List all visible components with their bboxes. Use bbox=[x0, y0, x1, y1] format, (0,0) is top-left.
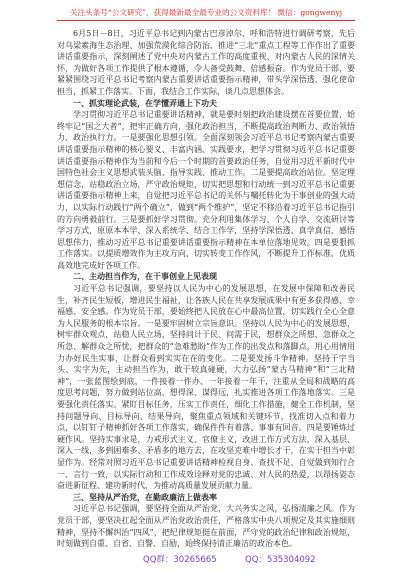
section-heading-3: 三、坚持从严治党，在勤政廉洁上做表率 bbox=[73, 491, 217, 502]
header-red-rule bbox=[57, 20, 355, 21]
document-body bbox=[57, 28, 355, 550]
section-body-3: 习近平总书记强调，要坚持全面从严治党，大兴务实之风，弘扬清廉之风。作为党员干部，要坚决扛起全面从严治党政治责任，严格落实中央八项规定及其实施细则精神，坚持不懈纠治“四风”，把纪律规矩挺在前面，严守党的政治纪律和政治规矩，时刻做到自重、自省、自警、自励，始终保持清正廉洁的政治本色。 bbox=[57, 504, 355, 549]
section-body-2: 习近平总书记强调，要坚持以人民为中心的发展思想，在发展中保障和改善民生，补齐民生短板，增进民生福祉，让各族人民在共享发展成果中有更多获得感、幸福感、安全感。作为党员干部，要始终把人民放在心中最高位置，切实践行全心全意为人民服务的根本宗旨。一是要牢固树立宗旨意识。坚持以人民为中心的发展思想，树牢群众观点，站稳人民立场，坚持问计于民、问需于民，想群众之所想、急群众之所急、解群众之所忧，把群众的“急难愁盼”作为工作的出发点和落脚点，用心用情用力办好民生实事，让群众看到实实在在的变化。二是要发扬斗争精神。坚持干字当头、实字为先，主动担当作为，敢于较真碰硬，大力弘扬“蒙古马精神”和“三北精神”，一张蓝图绘到底，一件接着一件办、一年接着一年干，注重从全局和战略的高度思考问题，努力做到站位高、想得深、谋得远，扎实推进各项工作落地落实。三是要强化责任落实。紧盯目标任务，压实工作责任，细化工作措施，健全工作机制，坚持问题导向、目标导向、结果导向，聚焦重点领域和关键环节，找准切入点和着力点，以钉钉子精神抓好各项工作落实，确保件件有着落、事事有回音。四是要锤炼过硬作风。坚持实事求是，力戒形式主义、官僚主义，改进工作方式方法，深入基层、深入一线，多到困难多、矛盾多的地方去，在攻坚克难中增长才干，在实干担当中彰显作为。经常对照习近平总书记重要讲话精神检视自身、查找不足，自觉做到知行合一、言行一致，以实际行动和工作成效诠释对党的忠诚、对人民的热爱，以昂扬姿态奋进新征程、建功新时代，为推动高质量发展贡献力量。 bbox=[57, 284, 355, 491]
section-body-1: 学习贯彻习近平总书记重要讲话精神，就是要时刻把政治建设摆在首要位置，始终牢记“国之大者”，把牢正确方向，强化政治担当，不断提高政治判断力、政治领悟力、政治执行力。一是要强化思想引领。全面深刻领会习近平总书记考察内蒙古重要讲话重要指示精神的核心要义、丰富内涵、实践要求，把学习贯彻习近平总书记重要讲话重要指示精神作为当前和今后一个时期的首要政治任务，自觉用习近平新时代中国特色社会主义思想武装头脑、指导实践、推动工作。二是要提高政治站位。坚定理想信念，站稳政治立场，严守政治规矩，切实把思想和行动统一到习近平总书记重要讲话重要指示精神上来，自觉把习近平总书记的关怀与嘱托转化为干事创业的强大动力，以实际行动践行“两个确立”、做到“两个维护”，坚定不移沿着习近平总书记指引的方向勇毅前行。三是要抓好学习贯彻。充分利用集体学习、个人自学、交流研讨等学习方式，原原本本学、深入系统学、结合工作学，坚持学深悟透、真学真信，感悟思想伟力，推动习近平总书记重要讲话重要指示精神在本单位落地见效。四是要狠抓工作落实。以提质增效作为主攻方向，切实转变工作作风，不断提升工作标准，优质高效地完成好各项工作。 bbox=[57, 110, 355, 270]
intro-paragraph: 6月5日－8日，习近平总书记到内蒙古巴彦淖尔、呼和浩特进行调研考察，先后对乌梁素海生态治理、加强荒漠化综合防治、推进“三北”重点工程等工作作出了重要讲话重要指示，深刻阐述了党中央对内蒙古工作的高度重视、对内蒙古人民的深情关怀，为做好各项工作提供了根本遵循，令人备受鼓舞、倍感振奋。作为党员干部，要紧紧围绕习近平总书记考察内蒙古重要讲话重要指示精神，带头学深悟透，强化使命担当，抓紧工作落实。下面，我结合工作实际，谈几点思想体会。 bbox=[57, 29, 355, 96]
footer-qq-number: QQ：535304092 bbox=[245, 555, 316, 565]
section-heading-2: 二、主动担当作为，在干事创业上见表现 bbox=[73, 271, 217, 282]
footer-qq-group: QQ群：30265665 bbox=[143, 555, 217, 565]
header-notice: 关注头条号“公文研究”，获得最新最全最专业的公文资料库！ 微信：gongwenyj bbox=[69, 8, 343, 17]
section-heading-1: 一、抓实理论武装，在学懂弄通上下功夫 bbox=[73, 97, 217, 108]
